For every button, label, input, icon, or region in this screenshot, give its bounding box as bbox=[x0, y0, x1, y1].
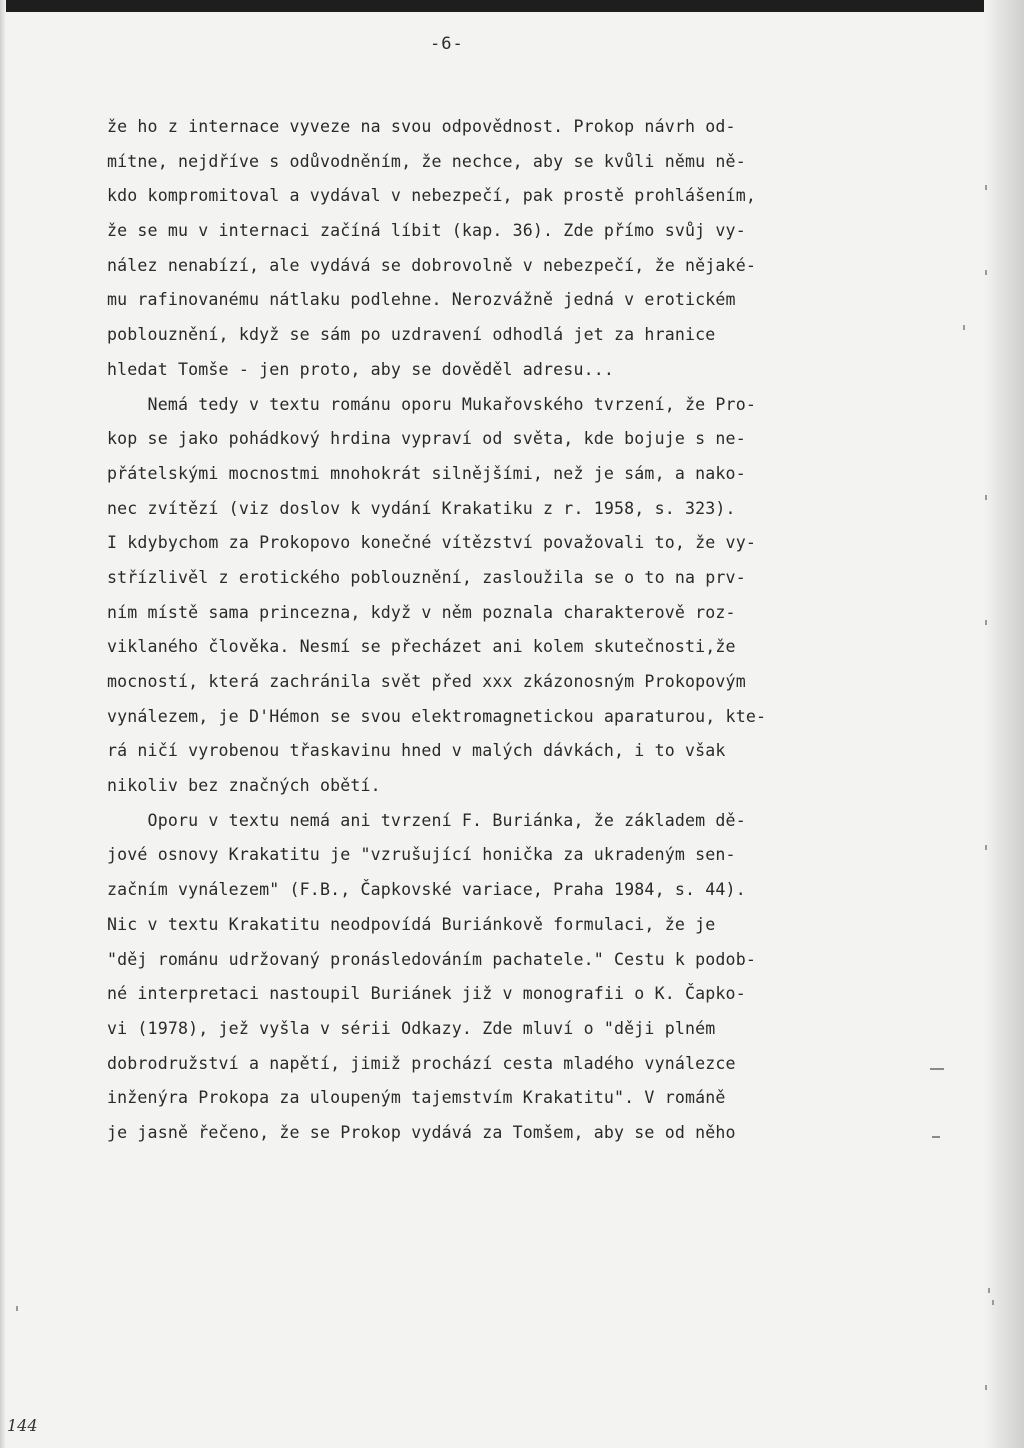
margin-dash bbox=[930, 1068, 944, 1070]
text-line: mítne, nejdříve s odůvodněním, že nechce, aby se kvůli němu ně- bbox=[107, 151, 746, 171]
text-line: inženýra Prokopa za uloupeným tajemstvím Krakatitu". V románě bbox=[107, 1088, 726, 1108]
text-line: začním vynálezem" (F.B., Čapkovské variace, Praha 1984, s. 44). bbox=[107, 880, 746, 900]
scan-right-shadow bbox=[984, 0, 1024, 1448]
scan-speck bbox=[985, 270, 987, 275]
text-line: jové osnovy Krakatitu je "vzrušující honička za ukradeným sen- bbox=[107, 845, 736, 865]
text-line: Nemá tedy v textu románu oporu Mukařovského tvrzení, že Pro- bbox=[107, 394, 756, 414]
scan-speck bbox=[988, 1288, 990, 1293]
text-line: vi (1978), jež vyšla v sérii Odkazy. Zde mluví o "ději plném bbox=[107, 1018, 716, 1038]
text-line: vynálezem, je D'Hémon se svou elektromagnetickou aparaturou, kte- bbox=[107, 706, 767, 726]
text-line: kop se jako pohádkový hrdina vypraví od světa, kde bojuje s ne- bbox=[107, 429, 746, 449]
text-line: přátelskými mocnostmi mnohokrát silnějšími, než je sám, a nako- bbox=[107, 463, 746, 483]
text-line: viklaného člověka. Nesmí se přecházet ani kolem skutečnosti,že bbox=[107, 637, 736, 657]
text-line: nález nenabízí, ale vydává se dobrovolně v nebezpečí, že nějaké- bbox=[107, 255, 756, 275]
text-line: že ho z internace vyveze na svou odpovědnost. Prokop návrh od- bbox=[107, 117, 736, 136]
scan-speck bbox=[985, 1385, 987, 1390]
text-line: nec zvítězí (viz doslov k vydání Krakatiku z r. 1958, s. 323). bbox=[107, 498, 736, 518]
text-line: je jasně řečeno, že se Prokop vydává za Tomšem, aby se od něho bbox=[107, 1122, 736, 1142]
scan-speck bbox=[16, 1306, 18, 1311]
text-line: hledat Tomše - jen proto, aby se dověděl adresu... bbox=[107, 359, 615, 379]
text-line: rá ničí vyrobenou třaskavinu hned v malých dávkách, i to však bbox=[107, 741, 726, 761]
text-line: poblouznění, když se sám po uzdravení odhodlá jet za hranice bbox=[107, 325, 716, 345]
scan-left-shadow bbox=[0, 0, 6, 1448]
body-text bbox=[107, 110, 847, 1151]
text-line: mu rafinovanému nátlaku podlehne. Nerozvážně jedná v erotickém bbox=[107, 290, 736, 310]
text-line: "děj románu udržovaný pronásledováním pachatele." Cestu k podob- bbox=[107, 949, 756, 969]
text-line: I kdybychom za Prokopovo konečné vítězství považovali to, že vy- bbox=[107, 533, 756, 553]
text-line: střízlivěl z erotického poblouznění, zasloužila se o to na prv- bbox=[107, 567, 746, 587]
scan-speck bbox=[985, 495, 987, 500]
text-line: Oporu v textu nemá ani tvrzení F. Buriánka, že základem dě- bbox=[107, 810, 746, 830]
page-number: -6- bbox=[430, 34, 464, 54]
scan-speck bbox=[992, 1300, 994, 1305]
text-line: né interpretaci nastoupil Buriánek již v monografii o K. Čapko- bbox=[107, 984, 746, 1004]
scan-speck bbox=[985, 185, 987, 190]
text-line: Nic v textu Krakatitu neodpovídá Buriánkově formulaci, že je bbox=[107, 914, 716, 934]
text-line: ním místě sama princezna, když v něm poznala charakterově roz- bbox=[107, 602, 736, 622]
handwritten-page-number: 144 bbox=[7, 1416, 38, 1435]
scan-speck bbox=[985, 620, 987, 625]
text-line: nikoliv bez značných obětí. bbox=[107, 776, 381, 796]
scan-speck bbox=[985, 845, 987, 850]
margin-dash bbox=[932, 1136, 940, 1138]
text-line: že se mu v internaci začíná líbit (kap. 36). Zde přímo svůj vy- bbox=[107, 221, 746, 241]
text-line: kdo kompromitoval a vydával v nebezpečí, pak prostě prohlášením, bbox=[107, 186, 756, 206]
scan-speck bbox=[963, 325, 965, 330]
text-line: mocností, která zachránila svět před xxx zkázonosným Prokopovým bbox=[107, 672, 746, 691]
scan-top-border bbox=[0, 0, 1024, 12]
text-line: dobrodružství a napětí, jimiž prochází cesta mladého vynálezce bbox=[107, 1053, 736, 1073]
